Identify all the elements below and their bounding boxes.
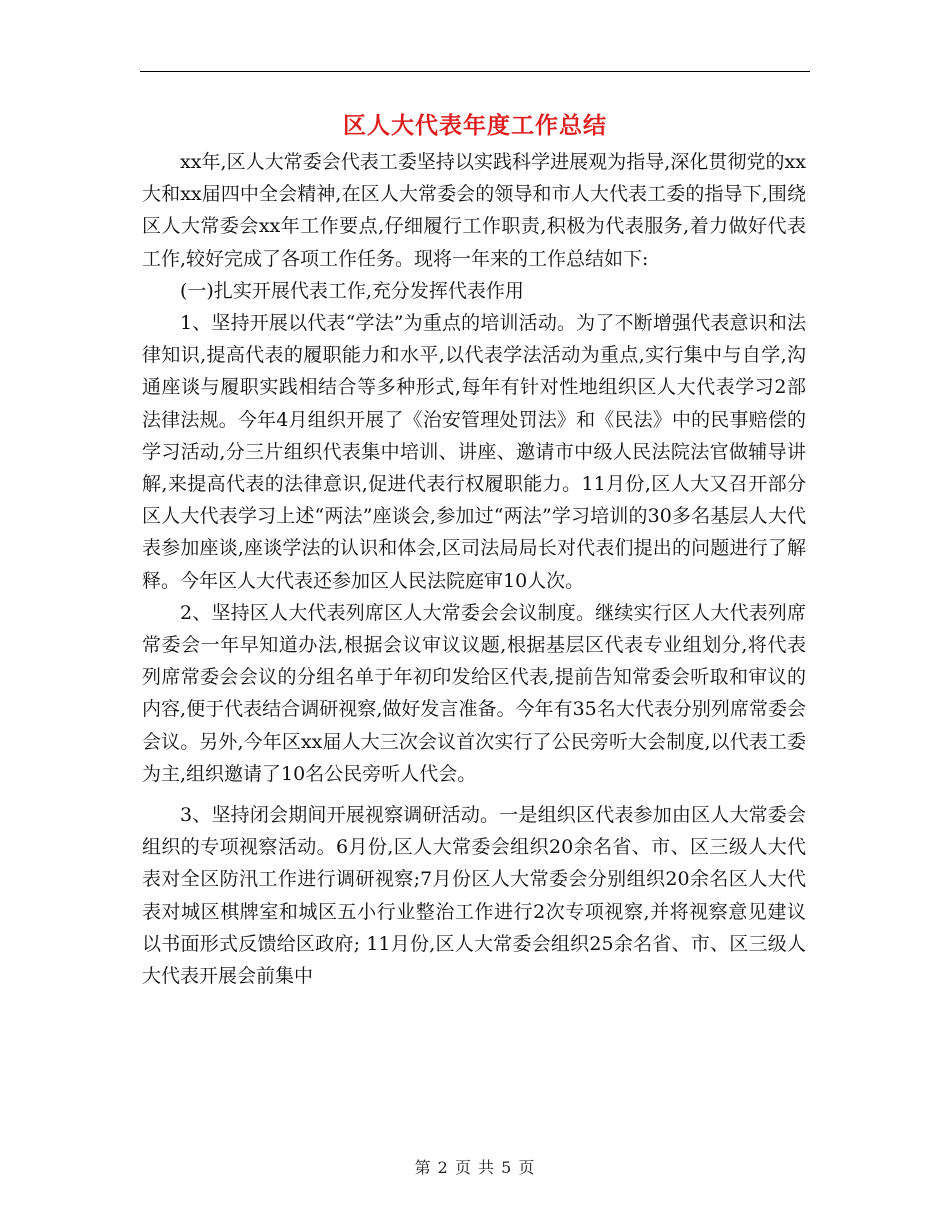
paragraph-item-2: 2、坚持区人大代表列席区人大常委会会议制度。继续实行区人大代表列席常委会一年早知道办法,根据会议审议议题,根据基层区代表专业组划分,将代表列席常委会会议的分组名单于年初印发给区代表,提前告知常委会听取和审议的内容,便于代表结合调研视察,做好发言准备。今年有35名大代表分别列席常委会会议。另外,今年区xx届人大三次会议首次实行了公民旁听大会制度,以代表工委为主,组织邀请了10名公民旁听人代会。	[142, 601, 806, 785]
paragraph-item-1: 1、坚持开展以代表“学法”为重点的培训活动。为了不断增强代表意识和法律知识,提高代表的履职能力和水平,以代表学法活动为重点,实行集中与自学,沟通座谈与履职实践相结合等多种形式,每年有针对性地组织区人大代表学习2部法律法规。今年4月组织开展了《治安管理处罚法》和《民法》中的民事赔偿的学习活动,分三片组织代表集中培训、讲座、邀请市中级人民法院法官做辅导讲解,来提高代表的法律意识,促进代表行权履职能力。11月份,区人大又召开部分区人大代表学习上述“两法”座谈会,参加过“两法”学习培训的30多名基层人大代表参加座谈,座谈学法的认识和体会,区司法局局长对代表们提出的问题进行了解释。今年区人大代表还参加区人民法院庭审10人次。	[142, 312, 806, 592]
document-body	[142, 146, 806, 992]
intro-paragraph: xx年,区人大常委会代表工委坚持以实践科学进展观为指导,深化贯彻党的xx大和xx届四中全会精神,在区人大常委会的领导和市人大代表工委的指导下,围绕区人大常委会xx年工作要点,仔细履行工作职责,积极为代表服务,着力做好代表工作,较好完成了各项工作任务。现将一年来的工作总结如下:	[142, 151, 806, 270]
header-rule	[140, 71, 810, 72]
paragraph-item-3: 3、坚持闭会期间开展视察调研活动。一是组织区代表参加由区人大常委会组织的专项视察活动。6月份,区人大常委会组织20余名省、市、区三级人大代表对全区防汛工作进行调研视察;7月份区人大常委会分别组织20余名区人大代表对城区棋牌室和城区五小行业整治工作进行2次专项视察,并将视察意见建议以书面形式反馈给区政府; 11月份,区人大常委会组织25余名省、市、区三级人大代表开展会前集中	[142, 804, 806, 988]
document-title: 区人大代表年度工作总结	[343, 112, 607, 139]
section-heading: (一)扎实开展代表工作,充分发挥代表作用	[180, 279, 524, 302]
page-number: 第 2 页 共 5 页	[414, 1158, 536, 1177]
